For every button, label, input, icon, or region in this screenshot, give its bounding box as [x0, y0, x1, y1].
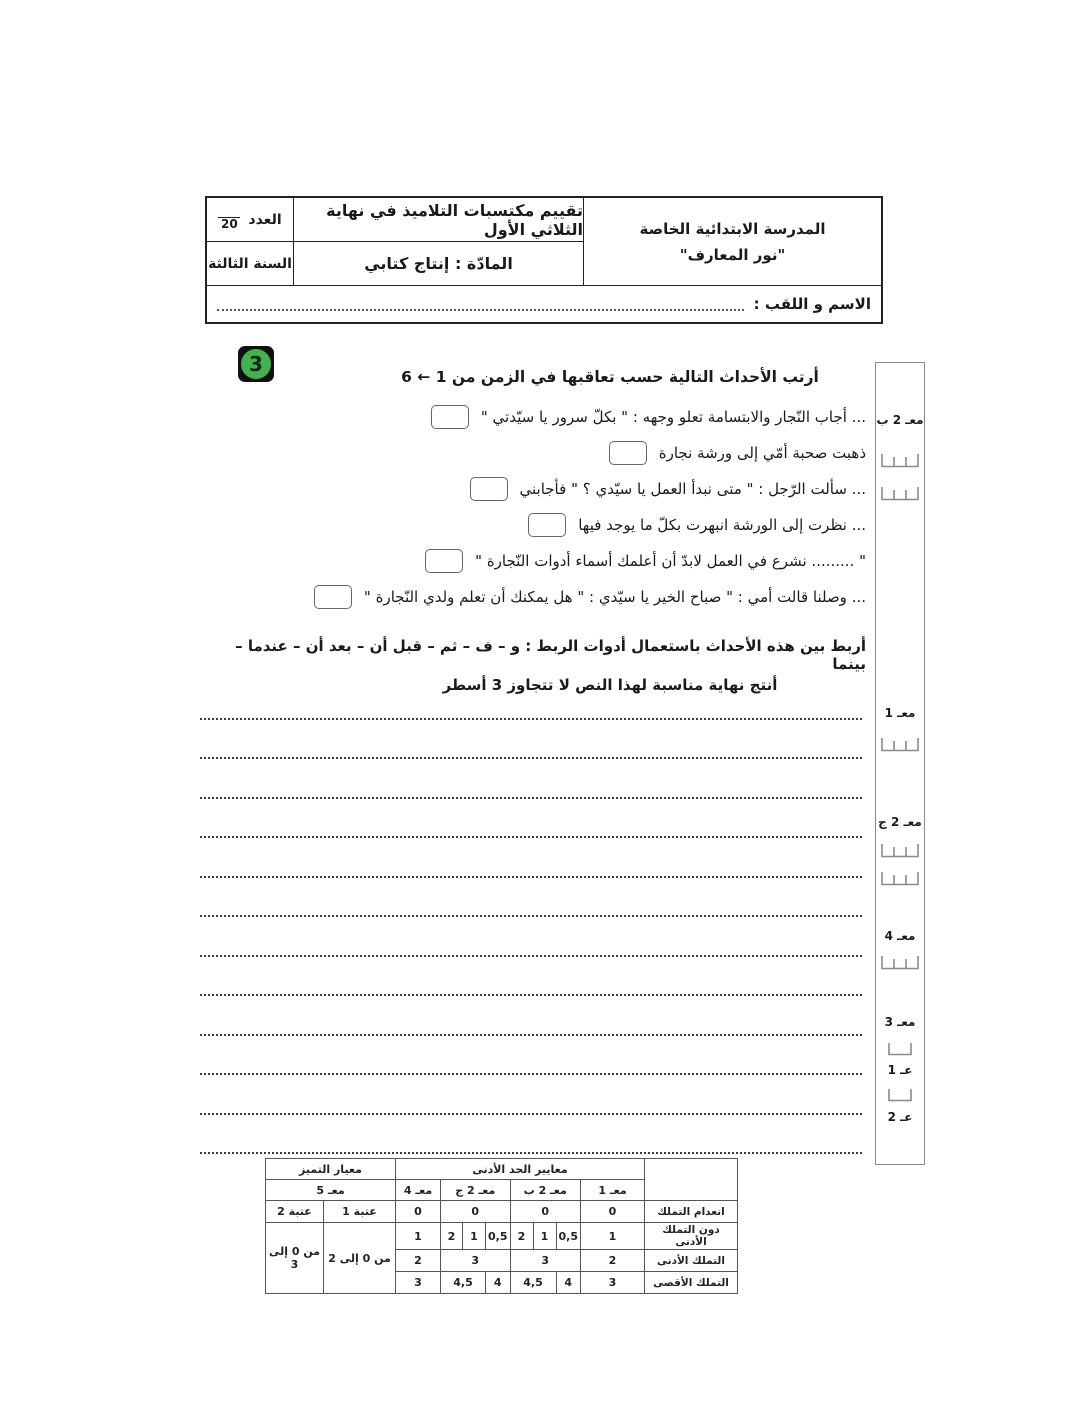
row-label-0: انعدام التملك — [645, 1201, 738, 1223]
cell-r1-m2j-c: 2 — [441, 1223, 463, 1250]
event-text-5: " ......... نشرع في العمل لابدّ أن أعلمك أسماء أدوات النّجارة " — [475, 551, 866, 570]
school-name-cell — [583, 198, 881, 285]
margin-label-th1: عـ 1 — [887, 1063, 913, 1077]
answer-dotted-line[interactable] — [200, 1036, 862, 1076]
school-name-line1: المدرسة الابتدائية الخاصة — [639, 219, 826, 238]
answer-dotted-line[interactable] — [200, 759, 862, 799]
event-text-6: ... وصلنا قالت أمي : " صباح الخير يا سيّدي : " هل يمكنك أن تعلم ولدي النّجارة " — [363, 587, 866, 606]
corner-blank-cell — [645, 1159, 738, 1201]
order-checkbox-3[interactable] — [470, 477, 508, 501]
cell-r1-m2b-b: 1 — [533, 1223, 556, 1250]
score-comb[interactable] — [881, 869, 919, 890]
order-checkbox-5[interactable] — [425, 549, 463, 573]
cell-r1-m1: 1 — [581, 1223, 645, 1250]
header-middle-column — [293, 198, 583, 285]
cell-r3-m4: 3 — [396, 1272, 441, 1294]
grading-scale-table — [265, 1158, 738, 1294]
threshold1-range: من 0 إلى 2 — [324, 1223, 396, 1294]
answer-lines-area[interactable] — [200, 680, 862, 1154]
margin-label-m2j: معـ 2 ج — [878, 815, 922, 829]
threshold1-header: عتبة 1 — [324, 1201, 396, 1223]
question-number: 3 — [241, 349, 271, 379]
cell-r0-m2b: 0 — [510, 1201, 581, 1223]
event-row-1 — [200, 405, 866, 428]
answer-dotted-line[interactable] — [200, 1075, 862, 1115]
cell-r2-m1: 2 — [581, 1250, 645, 1272]
order-checkbox-4[interactable] — [528, 513, 566, 537]
name-row — [207, 286, 881, 322]
margin-label-m4: معـ 4 — [884, 929, 916, 943]
cell-r3-m2j-a: 4 — [486, 1272, 511, 1294]
name-input-line[interactable] — [217, 297, 744, 311]
header-top-row — [207, 198, 881, 286]
event-text-2: ذهبت صحبة أمّي إلى ورشة نجارة — [658, 443, 866, 462]
header-left-column — [207, 198, 293, 285]
answer-dotted-line[interactable] — [200, 917, 862, 957]
event-row-2 — [200, 441, 866, 464]
margin-label-m1: معـ 1 — [884, 706, 916, 720]
score-label: العدد — [248, 211, 282, 228]
col-header-m2b: معـ 2 ب — [510, 1180, 581, 1201]
cell-r0-m4: 0 — [396, 1201, 441, 1223]
order-checkbox-1[interactable] — [431, 405, 469, 429]
score-comb[interactable] — [881, 484, 919, 505]
event-row-3 — [200, 477, 866, 500]
answer-dotted-line[interactable] — [200, 996, 862, 1036]
score-comb[interactable] — [881, 451, 919, 472]
answer-dotted-line[interactable] — [200, 680, 862, 720]
col-header-m1: معـ 1 — [581, 1180, 645, 1201]
threshold2-header: عتبة 2 — [266, 1201, 324, 1223]
answer-dotted-line[interactable] — [200, 720, 862, 760]
cell-r1-m4: 1 — [396, 1223, 441, 1250]
order-checkbox-2[interactable] — [609, 441, 647, 465]
event-text-4: ... نظرت إلى الورشة انبهرت بكلّ ما يوجد فيها — [578, 515, 866, 534]
event-text-3: ... سألت الرّجل : " متى نبدأ العمل يا سيّدي ؟ " فأجابني — [519, 479, 866, 498]
margin-label-m2b: معـ 2 ب — [876, 413, 924, 427]
score-comb[interactable] — [881, 953, 919, 974]
answer-dotted-line[interactable] — [200, 878, 862, 918]
excellence-header: معيار التميز — [266, 1159, 396, 1180]
cell-r0-m2j: 0 — [441, 1201, 511, 1223]
score-bracket[interactable] — [888, 1041, 912, 1060]
cell-r1-m2j-a: 0,5 — [486, 1223, 511, 1250]
event-row-5 — [200, 549, 866, 572]
exam-title: تقييم مكتسبات التلاميذ في نهاية الثلاثي الأول — [294, 198, 583, 242]
cell-r3-m2b-b: 4,5 — [510, 1272, 556, 1294]
cell-r3-m2j-b: 4,5 — [441, 1272, 486, 1294]
row-label-3: التملك الأقصى — [645, 1272, 738, 1294]
subject-label: المادّة : إنتاج كتابي — [364, 254, 513, 273]
cell-r3-m2b-a: 4 — [556, 1272, 581, 1294]
produce-ending-instruction: أنتج نهاية مناسبة لهذا النص لا تتجاوز 3 أسطر — [442, 676, 778, 694]
margin-label-m3: معـ 3 — [884, 1015, 916, 1029]
grade-year-label: السنة الثالثة — [208, 255, 292, 272]
col-header-m5: معـ 5 — [266, 1180, 396, 1201]
cell-r3-m1: 3 — [581, 1272, 645, 1294]
cell-r1-m2b-a: 0,5 — [556, 1223, 581, 1250]
answer-dotted-line[interactable] — [200, 957, 862, 997]
event-row-4 — [200, 513, 866, 536]
score-fraction — [218, 208, 240, 231]
order-checkbox-6[interactable] — [314, 585, 352, 609]
order-instruction: أرتب الأحداث التالية حسب تعاقبها في الزمن من 1 ‏←‏ 6 — [401, 368, 819, 386]
cell-r2-m2j: 3 — [441, 1250, 511, 1272]
answer-dotted-line[interactable] — [200, 1115, 862, 1155]
row-label-1: دون التملك الأدنى — [645, 1223, 738, 1250]
cell-r2-m2b: 3 — [510, 1250, 581, 1272]
question-number-badge — [238, 346, 274, 382]
answer-dotted-line[interactable] — [200, 838, 862, 878]
school-name-line2: "نور المعارف" — [679, 245, 786, 264]
score-denominator: 20 — [221, 216, 238, 231]
col-header-m4: معـ 4 — [396, 1180, 441, 1201]
answer-dotted-line[interactable] — [200, 799, 862, 839]
name-label: الاسم و اللقب : — [753, 295, 871, 313]
grading-margin — [875, 362, 925, 1165]
events-list — [200, 405, 866, 621]
link-instruction: أربط بين هذه الأحداث باستعمال أدوات الربط : و – ف – ثم – قبل أن – بعد أن – عندما – بينما — [235, 637, 866, 673]
score-bracket[interactable] — [888, 1087, 912, 1106]
cell-r1-m2j-b: 1 — [463, 1223, 486, 1250]
row-label-2: التملك الأدنى — [645, 1250, 738, 1272]
score-comb[interactable] — [881, 735, 919, 756]
header-table — [205, 196, 883, 324]
cell-r0-m1: 0 — [581, 1201, 645, 1223]
col-header-m2j: معـ 2 ج — [441, 1180, 511, 1201]
grading-table — [265, 1158, 738, 1294]
min-criteria-header: معايير الحد الأدنى — [396, 1159, 645, 1180]
margin-label-th2: عـ 2 — [887, 1110, 913, 1124]
score-comb[interactable] — [881, 841, 919, 862]
cell-r2-m4: 2 — [396, 1250, 441, 1272]
cell-r1-m2b-c: 2 — [510, 1223, 533, 1250]
threshold2-range: من 0 إلى 3 — [266, 1223, 324, 1294]
event-text-1: ... أجاب النّجار والابتسامة تعلو وجهه : " بكلّ سرور يا سيّدتي " — [480, 407, 866, 426]
score-cell — [207, 198, 293, 242]
event-row-6 — [200, 585, 866, 608]
